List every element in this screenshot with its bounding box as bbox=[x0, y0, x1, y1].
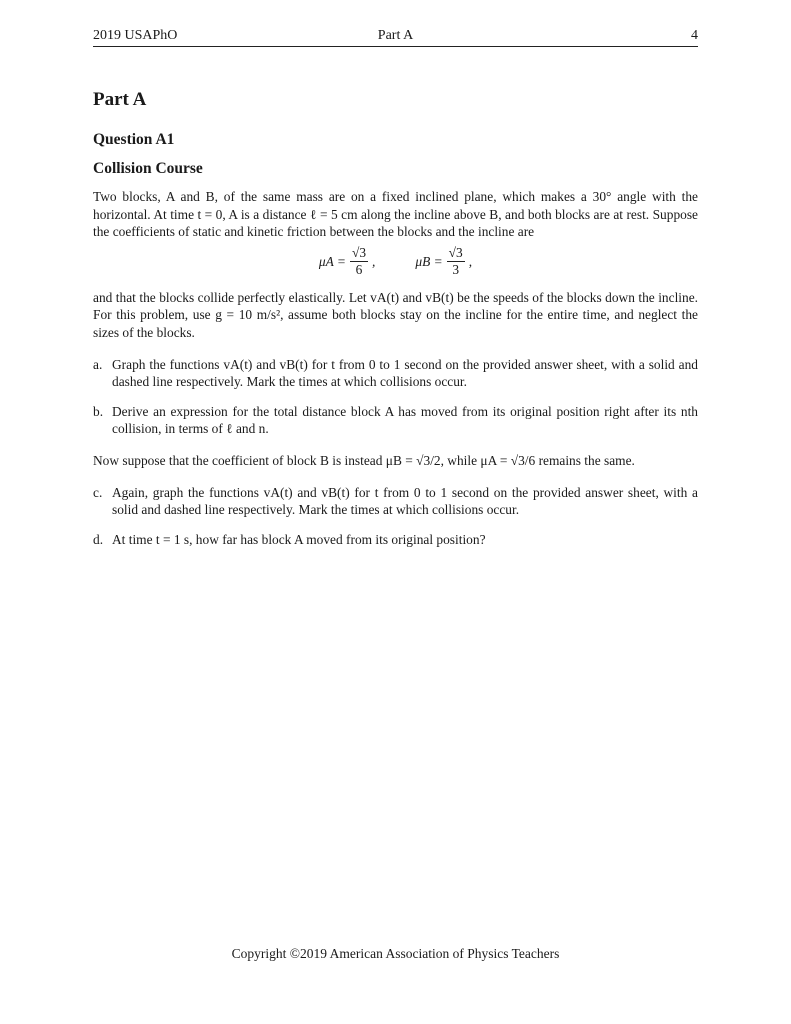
item-text: Graph the functions vA(t) and vB(t) for t from 0 to 1 second on the provided answer sheet, with a solid and dashed line respectively. Mark the times at which collisions occur. bbox=[112, 356, 698, 390]
part-title: Part A bbox=[93, 89, 147, 110]
list-item bbox=[93, 484, 698, 519]
mu-b-denominator: 3 bbox=[452, 262, 460, 278]
item-text: Again, graph the functions vA(t) and vB(t) for t from 0 to 1 second on the provided answer sheet, with a solid and dashed line respectively. Mark the times at which collisions occur. bbox=[112, 484, 698, 518]
eq-end: , bbox=[468, 253, 473, 269]
eq-separator: , bbox=[372, 253, 376, 269]
item-text: Derive an expression for the total distance block A has moved from its original position right after its nth collision, in terms of ℓ and n. bbox=[112, 403, 698, 437]
page-content bbox=[93, 88, 698, 560]
item-label: b. bbox=[93, 403, 104, 419]
mu-a-expression bbox=[319, 245, 375, 278]
mu-b-label: μB = bbox=[415, 253, 443, 269]
page-header bbox=[93, 28, 698, 47]
item-label: a. bbox=[93, 356, 103, 372]
page-number: 4 bbox=[691, 28, 698, 43]
problem-title: Collision Course bbox=[93, 160, 203, 177]
copyright-footer: Copyright ©2019 American Association of Physics Teachers bbox=[231, 946, 560, 961]
header-left: 2019 USAPhO bbox=[93, 28, 178, 43]
item-label: c. bbox=[93, 484, 103, 500]
item-label: d. bbox=[93, 531, 104, 547]
header-center: Part A bbox=[377, 28, 414, 43]
mu-b-expression bbox=[415, 245, 472, 278]
friction-equation bbox=[93, 241, 698, 283]
mu-a-fraction bbox=[350, 245, 368, 278]
mu-a-label: μA = bbox=[318, 253, 346, 269]
list-item bbox=[93, 403, 698, 438]
question-list-second bbox=[93, 484, 698, 549]
mu-a-numerator: √3 bbox=[351, 245, 367, 261]
list-item bbox=[93, 531, 698, 549]
question-title: Question A1 bbox=[93, 131, 175, 148]
item-text: At time t = 1 s, how far has block A moved from its original position? bbox=[112, 531, 486, 547]
intro-paragraph: Two blocks, A and B, of the same mass are on a fixed inclined plane, which makes a 30° angle with the horizontal. At time t = 0, A is a distance ℓ = 5 cm along the incline above B, and both blocks are at rest. Suppose the coefficients of static and kinetic friction between the blocks and the incline are bbox=[93, 189, 698, 240]
mu-a-denominator: 6 bbox=[355, 262, 363, 278]
mid-paragraph: Now suppose that the coefficient of block B is instead μB = √3/2, while μA = √3/6 remains the same. bbox=[93, 452, 635, 468]
mu-b-numerator: √3 bbox=[448, 245, 463, 261]
mu-b-fraction bbox=[447, 245, 465, 278]
list-item bbox=[93, 356, 698, 391]
after-equation-paragraph: and that the blocks collide perfectly elastically. Let vA(t) and vB(t) be the speeds of the blocks down the incline. For this problem, use g = 10 m/s², assume both blocks stay on the incline for the entire time, and neglect the sizes of the blocks. bbox=[93, 289, 698, 340]
question-list-first bbox=[93, 356, 698, 438]
